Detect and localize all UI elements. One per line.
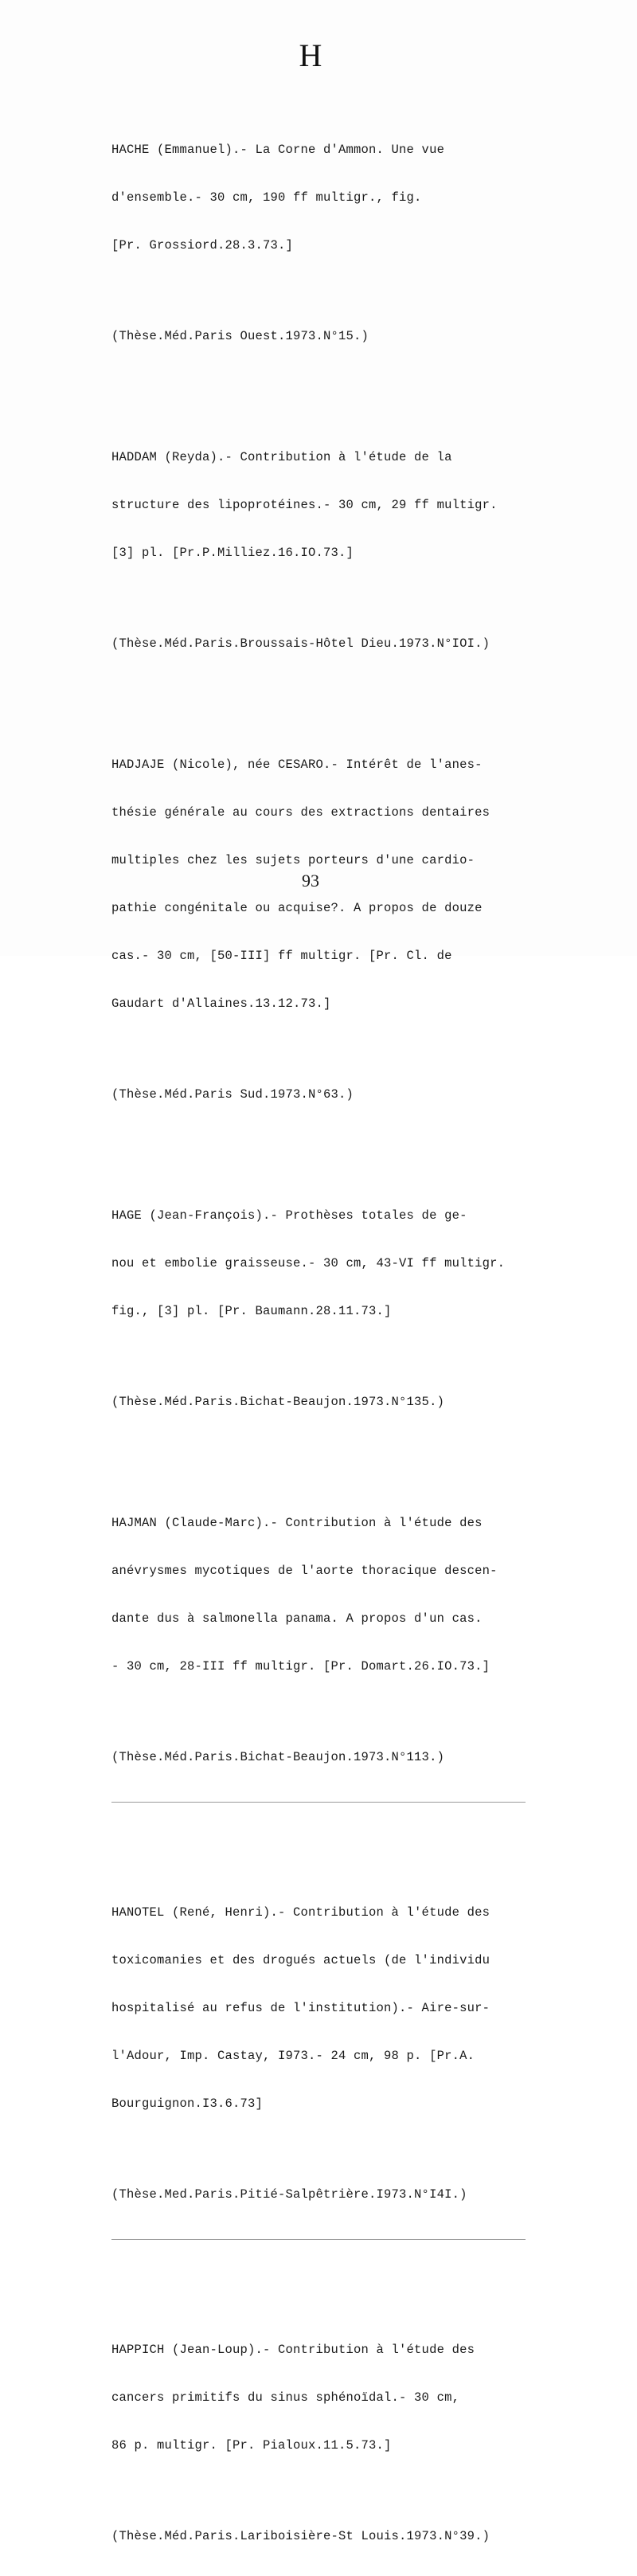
entry-source: (Thèse.Méd.Paris.Bichat-Beaujon.1973.N°113.) bbox=[111, 1750, 445, 1764]
citation-line: l'Adour, Imp. Castay, I973.- 24 cm, 98 p. [Pr.A. bbox=[111, 2049, 475, 2063]
entry-source: (Thèse.Med.Paris.Pitié-Salpêtrière.I973.N°I4I.) bbox=[111, 2187, 467, 2202]
citation-line: toxicomanies et des drogués actuels (de l'individu bbox=[111, 1953, 490, 1967]
citation-line: fig., [3] pl. [Pr. Baumann.28.11.73.] bbox=[111, 1304, 392, 1318]
citation-line: multiples chez les sujets porteurs d'une cardio- bbox=[111, 853, 475, 867]
thesis-entry bbox=[111, 78, 541, 376]
citation-line: hospitalisé au refus de l'institution).- Aire-sur- bbox=[111, 2001, 490, 2015]
entry-citation bbox=[111, 1176, 541, 1351]
separator-line bbox=[111, 1802, 526, 1803]
thesis-entry bbox=[111, 1841, 541, 2278]
entry-citation bbox=[111, 1873, 541, 2143]
citation-line: [Pr. Grossiord.28.3.73.] bbox=[111, 238, 294, 253]
entry-gap bbox=[111, 376, 541, 386]
citation-line: HACHE (Emmanuel).- La Corne d'Ammon. Une vue bbox=[111, 143, 445, 157]
entry-citation bbox=[111, 1483, 541, 1706]
citation-line: HAJMAN (Claude-Marc).- Contribution à l'étude des bbox=[111, 1516, 483, 1530]
citation-line: dante dus à salmonella panama. A propos d'un cas. bbox=[111, 1611, 483, 1626]
thesis-entry bbox=[111, 1144, 541, 1442]
citation-line: nou et embolie graisseuse.- 30 cm, 43-VI ff multigr. bbox=[111, 1256, 506, 1270]
entry-source: (Thèse.Méd.Paris.Broussais-Hôtel Dieu.1973.N°IOI.) bbox=[111, 636, 490, 651]
citation-line: HADJAJE (Nicole), née CESARO.- Intérêt de l'anes- bbox=[111, 758, 483, 772]
entry-gap bbox=[111, 1134, 541, 1144]
citation-line: - 30 cm, 28-III ff multigr. [Pr. Domart.26.IO.73.] bbox=[111, 1659, 490, 1674]
thesis-entry bbox=[111, 1451, 541, 1841]
entry-citation bbox=[111, 110, 541, 285]
separator-line bbox=[111, 2239, 526, 2240]
entry-citation bbox=[111, 417, 541, 593]
citation-line: structure des lipoprotéines.- 30 cm, 29 ff multigr. bbox=[111, 498, 498, 512]
citation-line: HAPPICH (Jean-Loup).- Contribution à l'étude des bbox=[111, 2343, 475, 2357]
entry-source: (Thèse.Méd.Paris Sud.1973.N°63.) bbox=[111, 1087, 354, 1102]
page-number: 93 bbox=[302, 871, 319, 891]
citation-line: cas.- 30 cm, [50-III] ff multigr. [Pr. Cl. de bbox=[111, 949, 452, 963]
section-letter-heading: H bbox=[299, 37, 322, 73]
entry-gap bbox=[111, 683, 541, 693]
entry-source: (Thèse.Méd.Paris.Bichat-Beaujon.1973.N°135.) bbox=[111, 1395, 445, 1409]
citation-line: pathie congénitale ou acquise?. A propos de douze bbox=[111, 901, 483, 915]
citation-line: HAGE (Jean-François).- Prothèses totales de ge- bbox=[111, 1208, 467, 1223]
thesis-entry bbox=[111, 386, 541, 683]
citation-line: HANOTEL (René, Henri).- Contribution à l'étude des bbox=[111, 1905, 490, 1920]
citation-line: [3] pl. [Pr.P.Milliez.16.IO.73.] bbox=[111, 546, 354, 560]
entry-gap bbox=[111, 1442, 541, 1451]
citation-line: cancers primitifs du sinus sphénoïdal.- 30 cm, bbox=[111, 2390, 460, 2405]
thesis-entry-list bbox=[111, 78, 541, 2576]
entry-source: (Thèse.Méd.Paris Ouest.1973.N°15.) bbox=[111, 329, 369, 343]
thesis-entry bbox=[111, 2278, 541, 2576]
citation-line: anévrysmes mycotiques de l'aorte thoracique descen- bbox=[111, 1564, 498, 1578]
citation-line: thésie générale au cours des extractions dentaires bbox=[111, 805, 490, 820]
entry-source: (Thèse.Méd.Paris.Lariboisière-St Louis.1973.N°39.) bbox=[111, 2529, 490, 2543]
citation-line: HADDAM (Reyda).- Contribution à l'étude de la bbox=[111, 450, 452, 464]
citation-line: d'ensemble.- 30 cm, 190 ff multigr., fig. bbox=[111, 190, 422, 205]
citation-line: 86 p. multigr. [Pr. Pialoux.11.5.73.] bbox=[111, 2438, 392, 2453]
citation-line: Bourguignon.I3.6.73] bbox=[111, 2096, 264, 2111]
thesis-entry bbox=[111, 693, 541, 1134]
citation-line: Gaudart d'Allaines.13.12.73.] bbox=[111, 996, 331, 1011]
entry-citation bbox=[111, 2310, 541, 2485]
